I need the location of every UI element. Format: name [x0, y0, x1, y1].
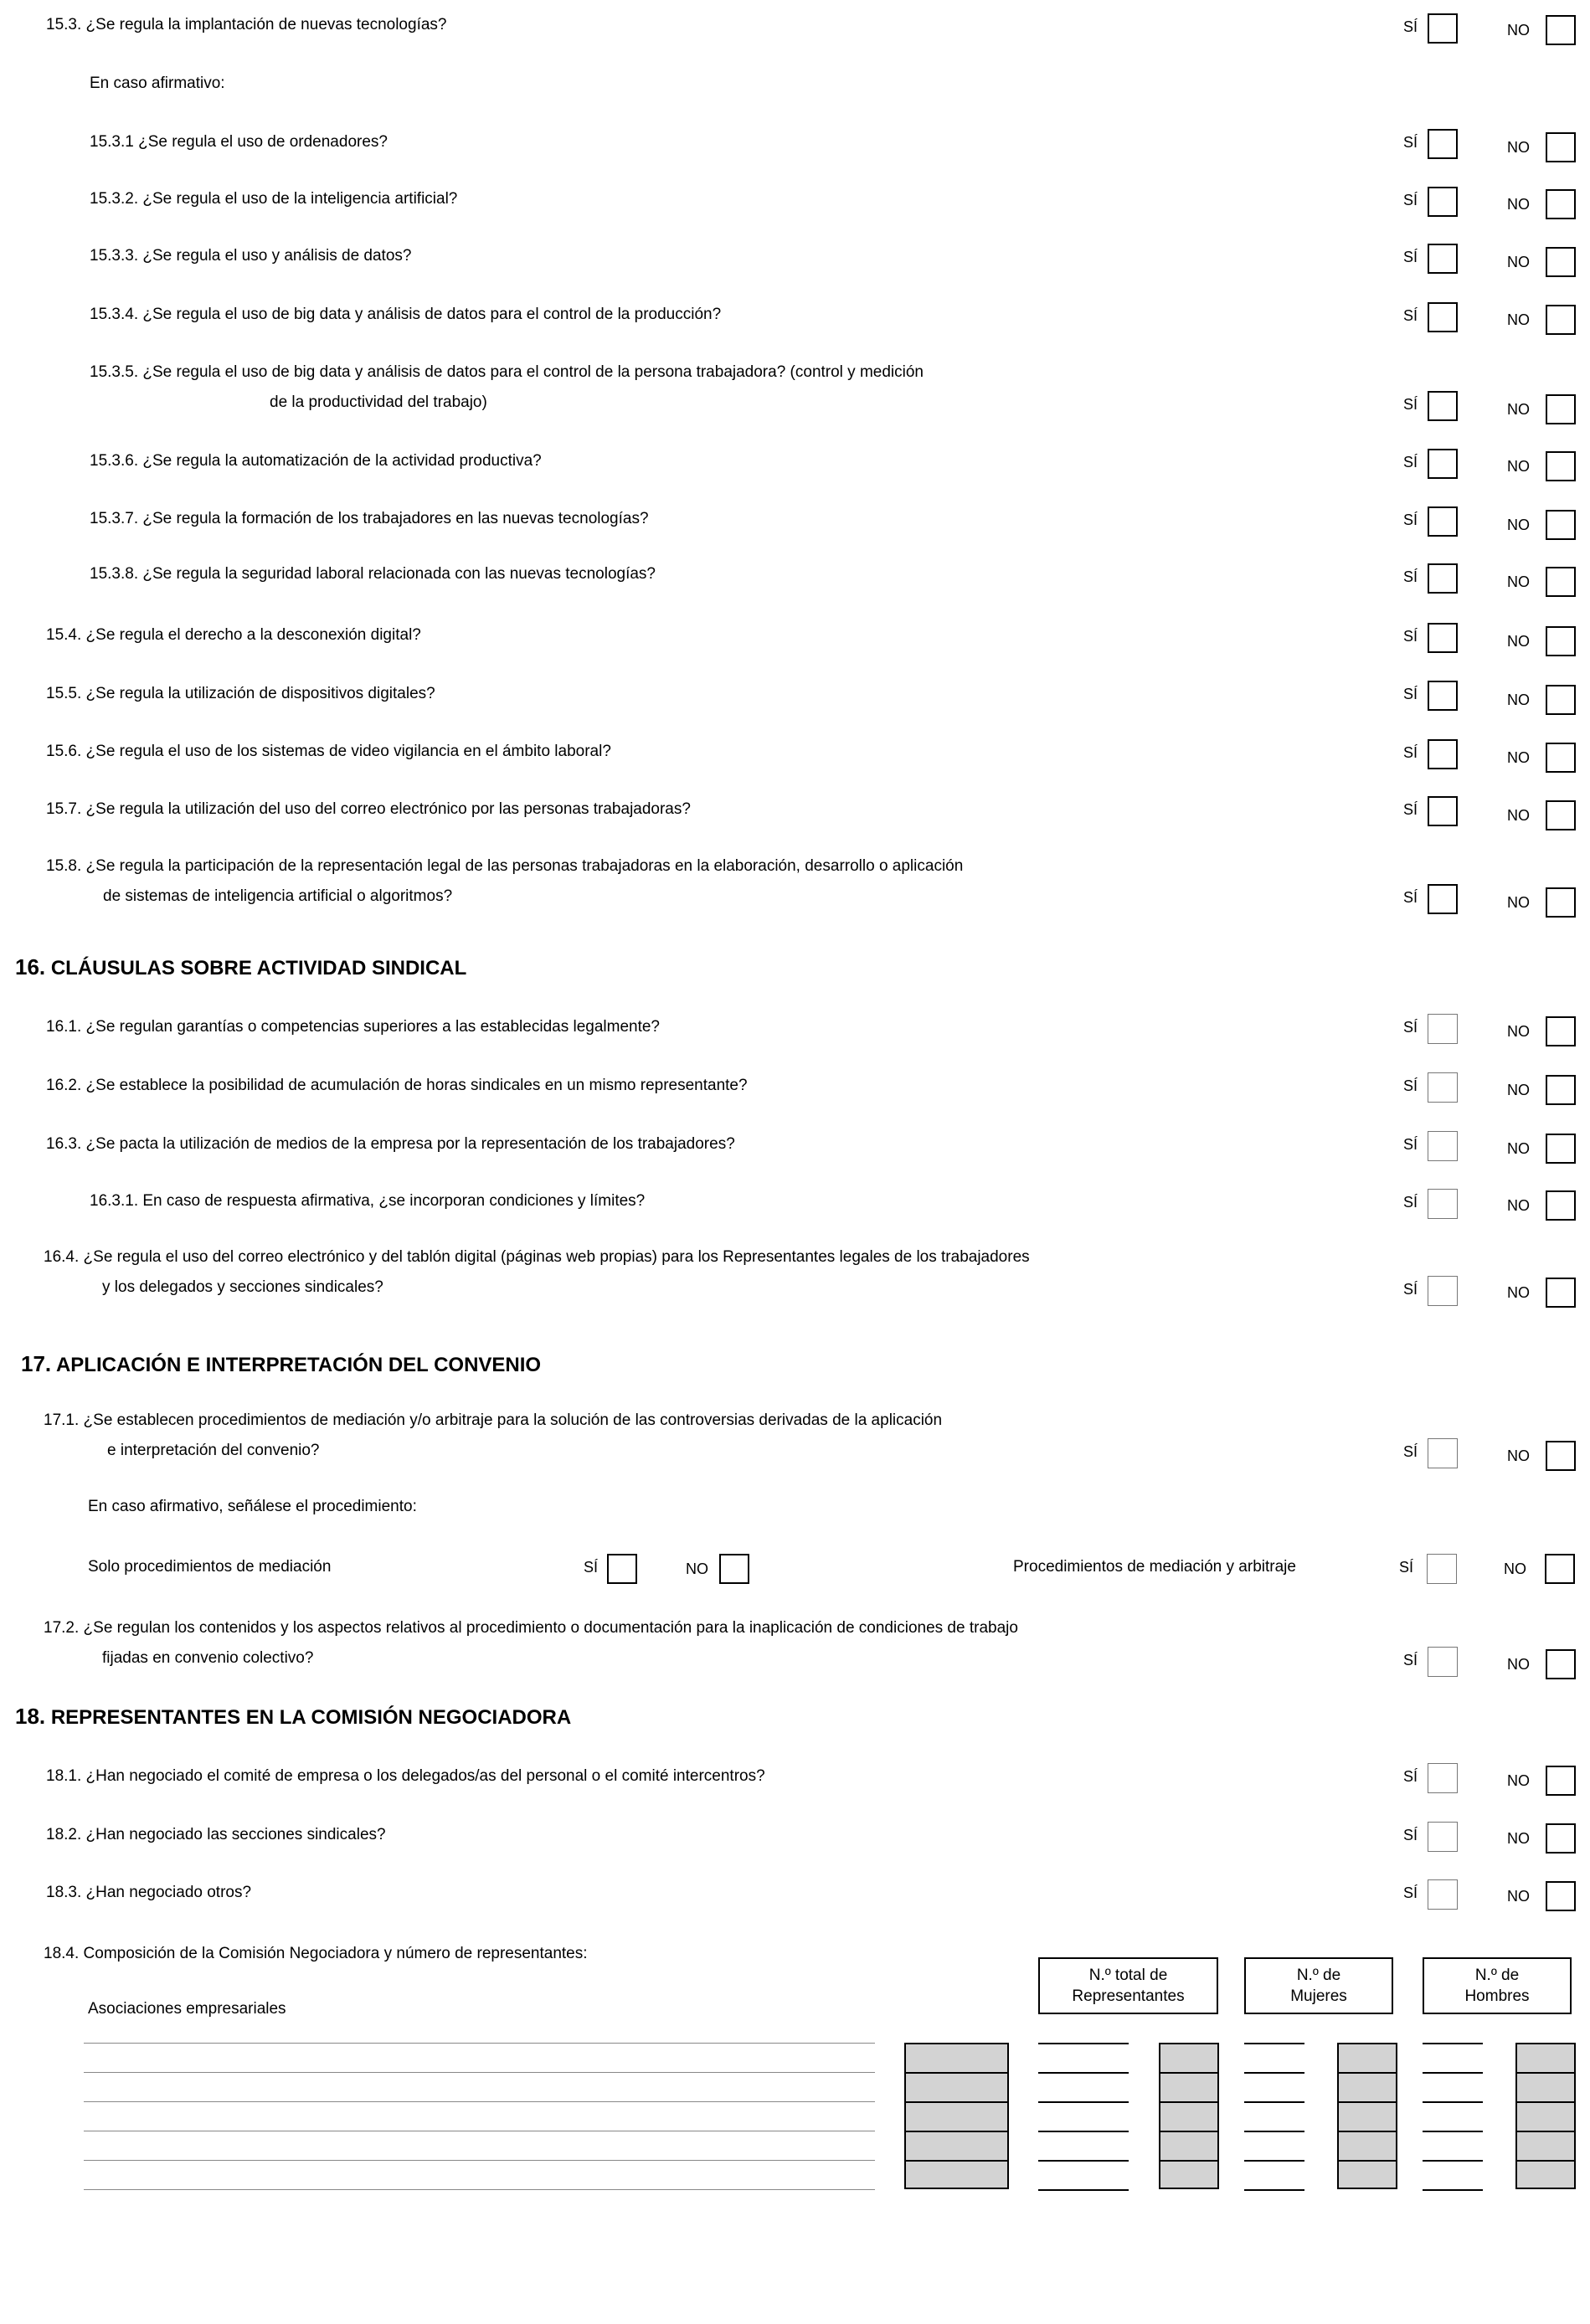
si-checkbox[interactable]: [1428, 391, 1458, 421]
no-label: NO: [1507, 1656, 1530, 1673]
no-checkbox[interactable]: [1546, 189, 1576, 219]
section-heading: [15, 1704, 571, 1730]
si-checkbox[interactable]: [1428, 563, 1458, 594]
si-checkbox[interactable]: [1428, 1131, 1458, 1161]
no-checkbox[interactable]: [1546, 800, 1576, 830]
table-header: [1244, 1957, 1393, 2014]
si-checkbox[interactable]: [1428, 796, 1458, 826]
si-checkbox[interactable]: [1428, 1189, 1458, 1219]
number-entry-line[interactable]: [1038, 2043, 1129, 2044]
entry-line[interactable]: [84, 2101, 875, 2102]
no-label: NO: [1507, 1082, 1530, 1098]
si-label: SÍ: [1403, 249, 1418, 265]
no-label: NO: [1507, 894, 1530, 911]
si-label: SÍ: [1403, 686, 1418, 702]
table-header-text: [1464, 1965, 1529, 2007]
number-entry-line[interactable]: [1423, 2131, 1483, 2132]
si-label: SÍ: [1403, 744, 1418, 761]
question-text: 16.4. ¿Se regula el uso del correo electrónico y del tablón digital (páginas web propias) para los Representantes legales de los trabajadores: [44, 1248, 1030, 1266]
si-checkbox[interactable]: [1428, 302, 1458, 332]
question-text: Solo procedimientos de mediación: [88, 1558, 332, 1576]
si-checkbox[interactable]: [1428, 1072, 1458, 1103]
question-text: 15.3. ¿Se regula la implantación de nuevas tecnologías?: [46, 16, 447, 33]
no-checkbox[interactable]: [1546, 1766, 1576, 1796]
section-title: APLICACIÓN E INTERPRETACIÓN DEL CONVENIO: [55, 1354, 542, 1376]
no-label: NO: [1507, 517, 1530, 533]
question-text: 15.3.2. ¿Se regula el uso de la inteligencia artificial?: [90, 190, 458, 208]
table-header: [1423, 1957, 1572, 2014]
question-text: 18.2. ¿Han negociado las secciones sindicales?: [46, 1826, 386, 1843]
no-checkbox[interactable]: [1546, 15, 1576, 45]
table-header-text: [1290, 1965, 1347, 2007]
shaded-cell-divider: [1515, 2072, 1576, 2074]
si-label: SÍ: [1403, 1884, 1418, 1901]
question-text: 15.6. ¿Se regula el uso de los sistemas de video vigilancia en el ámbito laboral?: [46, 743, 611, 760]
section-title: CLÁUSULAS SOBRE ACTIVIDAD SINDICAL: [50, 957, 467, 979]
si-checkbox[interactable]: [1428, 244, 1458, 274]
no-checkbox[interactable]: [1546, 1075, 1576, 1105]
si-label: SÍ: [1403, 1281, 1418, 1298]
number-entry-line[interactable]: [1244, 2160, 1304, 2162]
question-text: En caso afirmativo, señálese el procedimiento:: [88, 1498, 417, 1515]
section-number: 16.: [15, 954, 46, 979]
question-text: 15.3.7. ¿Se regula la formación de los trabajadores en las nuevas tecnologías?: [90, 510, 649, 527]
shaded-cell-divider: [1337, 2160, 1397, 2162]
shaded-cell-column: [1337, 2043, 1397, 2189]
table-header-line2: Mujeres: [1290, 1987, 1347, 2005]
shaded-cell-divider: [1515, 2160, 1576, 2162]
section-heading: [15, 954, 466, 980]
question-text: 15.3.4. ¿Se regula el uso de big data y análisis de datos para el control de la producción?: [90, 306, 722, 323]
table-header-text: [1072, 1965, 1184, 2007]
no-label: NO: [1507, 458, 1530, 475]
no-label: NO: [1507, 401, 1530, 418]
no-checkbox[interactable]: [1546, 1190, 1576, 1221]
question-text: 16.2. ¿Se establece la posibilidad de acumulación de horas sindicales en un mismo representante?: [46, 1077, 748, 1094]
si-checkbox[interactable]: [1428, 1763, 1458, 1793]
question-text: 15.7. ¿Se regula la utilización del uso del correo electrónico por las personas trabajadoras?: [46, 800, 691, 818]
question-text: 16.1. ¿Se regulan garantías o competencias superiores a las establecidas legalmente?: [46, 1018, 660, 1036]
si-checkbox[interactable]: [1428, 681, 1458, 711]
si-checkbox[interactable]: [607, 1554, 637, 1584]
shaded-cell-divider: [1515, 2131, 1576, 2132]
number-entry-line[interactable]: [1244, 2043, 1304, 2044]
no-checkbox[interactable]: [1546, 1649, 1576, 1679]
si-checkbox[interactable]: [1428, 623, 1458, 653]
number-entry-line[interactable]: [1423, 2043, 1483, 2044]
si-label: SÍ: [1403, 512, 1418, 528]
question-text: 15.3.8. ¿Se regula la seguridad laboral relacionada con las nuevas tecnologías?: [90, 565, 656, 583]
no-checkbox[interactable]: [1546, 132, 1576, 162]
no-checkbox[interactable]: [1546, 305, 1576, 335]
no-label: NO: [1507, 1023, 1530, 1040]
si-label: SÍ: [1403, 889, 1418, 906]
question-text: 18.4. Composición de la Comisión Negociadora y número de representantes:: [44, 1945, 588, 1962]
no-label: NO: [1507, 749, 1530, 766]
entry-line[interactable]: [84, 2160, 875, 2161]
number-entry-line[interactable]: [1423, 2101, 1483, 2103]
number-entry-line[interactable]: [1423, 2189, 1483, 2191]
section-title: REPRESENTANTES EN LA COMISIÓN NEGOCIADORA: [50, 1706, 572, 1729]
no-checkbox[interactable]: [1546, 685, 1576, 715]
si-label: SÍ: [1403, 1443, 1418, 1460]
no-label: NO: [1507, 1830, 1530, 1847]
number-entry-line[interactable]: [1244, 2131, 1304, 2132]
si-checkbox[interactable]: [1428, 449, 1458, 479]
no-label: NO: [1507, 311, 1530, 328]
shaded-cell-divider: [904, 2101, 1009, 2103]
question-text: 16.3. ¿Se pacta la utilización de medios de la empresa por la representación de los trabajadores?: [46, 1135, 735, 1153]
section-heading: [21, 1351, 541, 1377]
question-text: En caso afirmativo:: [90, 75, 225, 92]
number-entry-line[interactable]: [1423, 2072, 1483, 2074]
question-text: 15.8. ¿Se regula la participación de la representación legal de las personas trabajadoras en la elaboración, desarrollo o aplicación: [46, 857, 964, 875]
question-text: 15.3.1 ¿Se regula el uso de ordenadores?: [90, 133, 388, 151]
no-label: NO: [1507, 633, 1530, 650]
no-checkbox[interactable]: [1546, 247, 1576, 277]
entry-line[interactable]: [84, 2189, 875, 2190]
no-label: NO: [1504, 1560, 1526, 1577]
no-label: NO: [1507, 22, 1530, 39]
no-label: NO: [1507, 1888, 1530, 1905]
number-entry-line[interactable]: [1038, 2131, 1129, 2132]
si-checkbox[interactable]: [1428, 506, 1458, 537]
question-text: 18.3. ¿Han negociado otros?: [46, 1884, 252, 1901]
shaded-cell-divider: [1337, 2131, 1397, 2132]
number-entry-line[interactable]: [1244, 2101, 1304, 2103]
number-entry-line[interactable]: [1038, 2189, 1129, 2191]
question-text-continued: de sistemas de inteligencia artificial o algoritmos?: [103, 887, 453, 905]
no-label: NO: [1507, 1772, 1530, 1789]
si-label: SÍ: [1403, 1827, 1418, 1843]
entry-line[interactable]: [84, 2072, 875, 2073]
no-label: NO: [686, 1560, 708, 1577]
si-label: SÍ: [1403, 192, 1418, 208]
si-checkbox[interactable]: [1428, 739, 1458, 769]
shaded-cell-divider: [1159, 2160, 1219, 2162]
si-label: SÍ: [1403, 1019, 1418, 1036]
no-label: NO: [1507, 139, 1530, 156]
question-text: 15.3.5. ¿Se regula el uso de big data y análisis de datos para el control de la persona trabajadora? (control y medición: [90, 363, 924, 381]
table-header-line1: N.º de: [1474, 1967, 1520, 1984]
question-text: 17.1. ¿Se establecen procedimientos de mediación y/o arbitraje para la solución de las controversias derivadas de la aplicación: [44, 1411, 943, 1429]
no-checkbox[interactable]: [1546, 1134, 1576, 1164]
shaded-cell-divider: [904, 2131, 1009, 2132]
si-checkbox[interactable]: [1428, 1276, 1458, 1306]
number-entry-line[interactable]: [1038, 2160, 1129, 2162]
no-checkbox[interactable]: [1546, 743, 1576, 773]
number-entry-line[interactable]: [1038, 2072, 1129, 2074]
shaded-cell-divider: [1515, 2101, 1576, 2103]
si-label: SÍ: [1403, 307, 1418, 324]
table-header-line2: Representantes: [1072, 1987, 1185, 2005]
shaded-cell-divider: [1159, 2101, 1219, 2103]
si-label: SÍ: [1403, 801, 1418, 818]
si-checkbox[interactable]: [1428, 1014, 1458, 1044]
section-number: 18.: [15, 1704, 46, 1729]
number-entry-line[interactable]: [1244, 2072, 1304, 2074]
si-label: SÍ: [1403, 1768, 1418, 1785]
shaded-cell-divider: [1159, 2072, 1219, 2074]
si-label: SÍ: [1403, 134, 1418, 151]
si-label: SÍ: [1403, 18, 1418, 35]
si-label: SÍ: [1403, 454, 1418, 470]
no-checkbox[interactable]: [1546, 626, 1576, 656]
shaded-cell-column: [904, 2043, 1009, 2189]
shaded-cell-divider: [1337, 2101, 1397, 2103]
table-header-line2: Hombres: [1464, 1987, 1530, 2005]
no-label: NO: [1507, 254, 1530, 270]
no-checkbox[interactable]: [1546, 1016, 1576, 1046]
no-checkbox[interactable]: [1546, 887, 1576, 918]
question-text: 17.2. ¿Se regulan los contenidos y los aspectos relativos al procedimiento o documentación para la inaplicación de condiciones de trabajo: [44, 1619, 1018, 1637]
si-label: SÍ: [1399, 1559, 1414, 1576]
shaded-cell-divider: [1159, 2131, 1219, 2132]
no-checkbox[interactable]: [1545, 1554, 1575, 1584]
shaded-cell-divider: [1337, 2072, 1397, 2074]
si-label: SÍ: [1403, 1194, 1418, 1211]
question-text-continued: e interpretación del convenio?: [107, 1442, 320, 1459]
si-checkbox[interactable]: [1428, 1438, 1458, 1468]
number-entry-line[interactable]: [1423, 2160, 1483, 2162]
no-checkbox[interactable]: [1546, 1441, 1576, 1471]
si-checkbox[interactable]: [1428, 13, 1458, 44]
no-checkbox[interactable]: [1546, 394, 1576, 424]
shaded-cell-column: [1159, 2043, 1219, 2189]
question-text-continued: de la productividad del trabajo): [270, 393, 487, 411]
section-number: 17.: [21, 1351, 52, 1376]
no-label: NO: [1507, 1447, 1530, 1464]
no-checkbox[interactable]: [1546, 1278, 1576, 1308]
si-label: SÍ: [1403, 396, 1418, 413]
no-label: NO: [1507, 1140, 1530, 1157]
table-header-line1: N.º de: [1296, 1967, 1341, 1984]
table-header: [1038, 1957, 1218, 2014]
question-text: Asociaciones empresariales: [88, 2000, 286, 2018]
question-text: 15.5. ¿Se regula la utilización de dispositivos digitales?: [46, 685, 435, 702]
question-text-continued: fijadas en convenio colectivo?: [102, 1649, 314, 1667]
no-checkbox[interactable]: [1546, 567, 1576, 597]
si-checkbox[interactable]: [1428, 129, 1458, 159]
question-text-continued: y los delegados y secciones sindicales?: [102, 1278, 383, 1296]
question-text: 16.3.1. En caso de respuesta afirmativa, ¿se incorporan condiciones y límites?: [90, 1192, 646, 1210]
table-header-line1: N.º total de: [1088, 1967, 1168, 1984]
number-entry-line[interactable]: [1244, 2189, 1304, 2191]
no-label: NO: [1507, 196, 1530, 213]
no-checkbox[interactable]: [1546, 1823, 1576, 1854]
question-text: 15.4. ¿Se regula el derecho a la desconexión digital?: [46, 626, 421, 644]
shaded-cell-column: [1515, 2043, 1576, 2189]
question-text: 15.3.6. ¿Se regula la automatización de la actividad productiva?: [90, 452, 542, 470]
si-checkbox[interactable]: [1428, 884, 1458, 914]
si-checkbox[interactable]: [1427, 1554, 1457, 1584]
number-entry-line[interactable]: [1038, 2101, 1129, 2103]
no-checkbox[interactable]: [1546, 510, 1576, 540]
shaded-cell-divider: [904, 2072, 1009, 2074]
si-label: SÍ: [1403, 1077, 1418, 1094]
no-label: NO: [1507, 1284, 1530, 1301]
no-checkbox[interactable]: [1546, 451, 1576, 481]
si-label: SÍ: [1403, 1136, 1418, 1153]
si-label: SÍ: [1403, 628, 1418, 645]
no-label: NO: [1507, 692, 1530, 708]
question-text: 15.3.3. ¿Se regula el uso y análisis de datos?: [90, 247, 412, 265]
si-label: SÍ: [1403, 568, 1418, 585]
no-label: NO: [1507, 1197, 1530, 1214]
si-checkbox[interactable]: [1428, 1822, 1458, 1852]
si-checkbox[interactable]: [1428, 1647, 1458, 1677]
si-checkbox[interactable]: [1428, 1879, 1458, 1910]
question-text: 18.1. ¿Han negociado el comité de empresa o los delegados/as del personal o el comité intercentros?: [46, 1767, 765, 1785]
shaded-cell-divider: [904, 2160, 1009, 2162]
question-text-secondary: Procedimientos de mediación y arbitraje: [1013, 1558, 1296, 1576]
entry-line[interactable]: [84, 2043, 875, 2044]
no-label: NO: [1507, 573, 1530, 590]
no-checkbox[interactable]: [1546, 1881, 1576, 1911]
si-label: SÍ: [584, 1559, 599, 1576]
no-label: NO: [1507, 807, 1530, 824]
si-label: SÍ: [1403, 1652, 1418, 1668]
si-checkbox[interactable]: [1428, 187, 1458, 217]
no-checkbox[interactable]: [719, 1554, 749, 1584]
